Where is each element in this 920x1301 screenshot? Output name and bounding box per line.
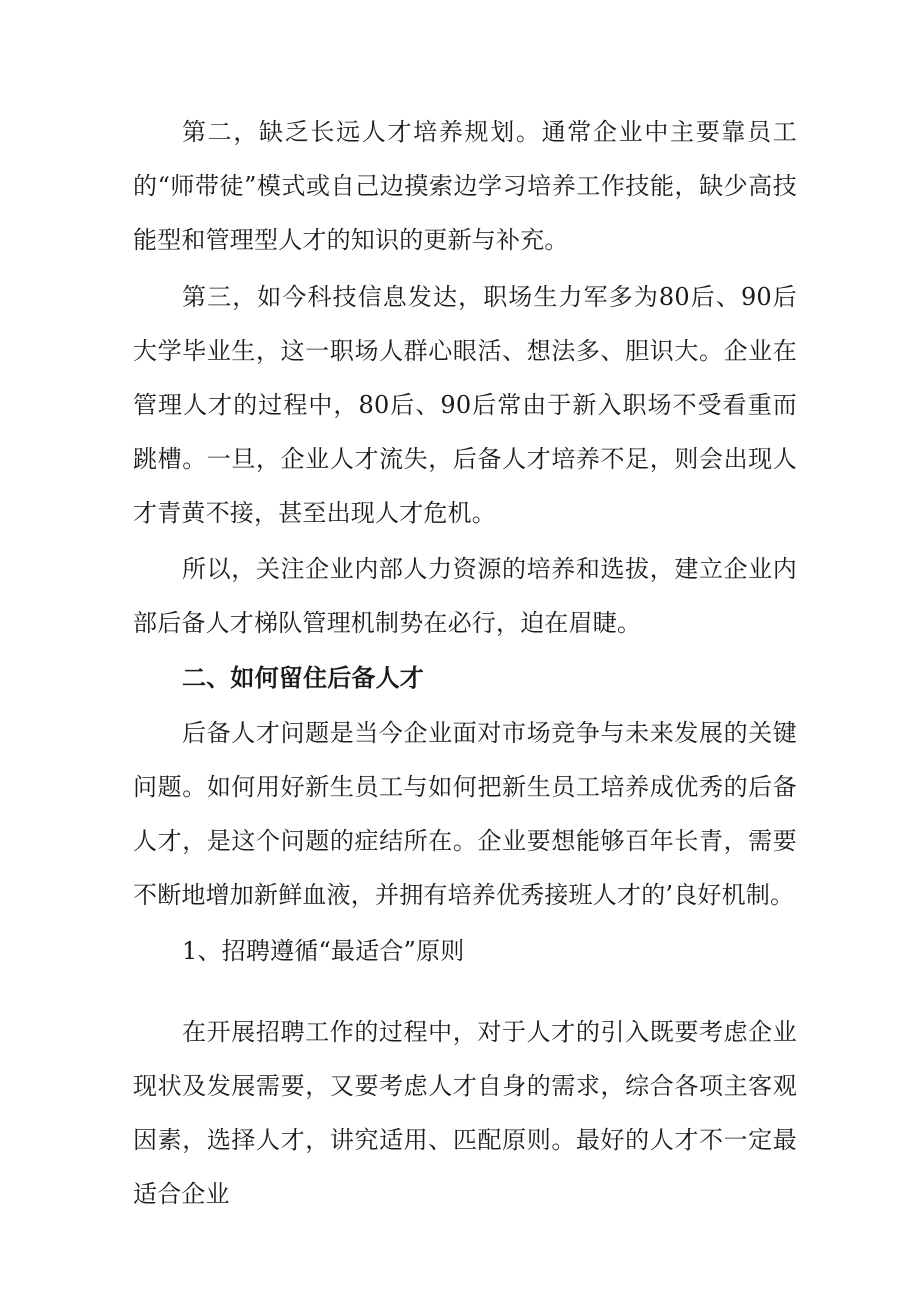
paragraph-post-80s-90s-talent: 第三，如今科技信息发达，职场生力军多为80后、90后大学毕业生，这一职场人群心眼活、想法多、胆识大。企业在管理人才的过程中，80后、90后常由于新入职场不受看重而跳槽。一旦，企业人才流失，后备人才培养不足，则会出现人才青黄不接，甚至出现人才危机。 — [133, 283, 797, 527]
paragraph-conclusion: 所以，关注企业内部人力资源的培养和选拔，建立企业内部后备人才梯队管理机制势在必行，迫在眉睫。 — [133, 555, 797, 637]
paragraph-lack-of-planning: 第二，缺乏长远人才培养规划。通常企业中主要靠员工的“师带徒”模式或自己边摸索边学习培养工作技能，缺少高技能型和管理型人才的知识的更新与补充。 — [133, 118, 797, 254]
subsection-heading: 1、招聘遵循“最适合”原则 — [182, 937, 465, 965]
paragraph-recruitment: 在开展招聘工作的过程中，对于人才的引入既要考虑企业现状及发展需要，又要考虑人才自身的需求，综合各项主客观因素，选择人才，讲究适用、匹配原则。最好的人才不一定最适合企业 — [133, 1018, 797, 1208]
section-heading: 二、如何留住后备人才 — [182, 663, 424, 692]
paragraph-reserve-talent-issue: 后备人才问题是当今企业面对市场竞争与未来发展的关键问题。如何用好新生员工与如何把新生员工培养成优秀的后备人才，是这个问题的症结所在。企业要想能够百年长青，需要不断地增加新鲜血液，并拥有培养优秀接班人才的’良好机制。 — [133, 719, 797, 909]
